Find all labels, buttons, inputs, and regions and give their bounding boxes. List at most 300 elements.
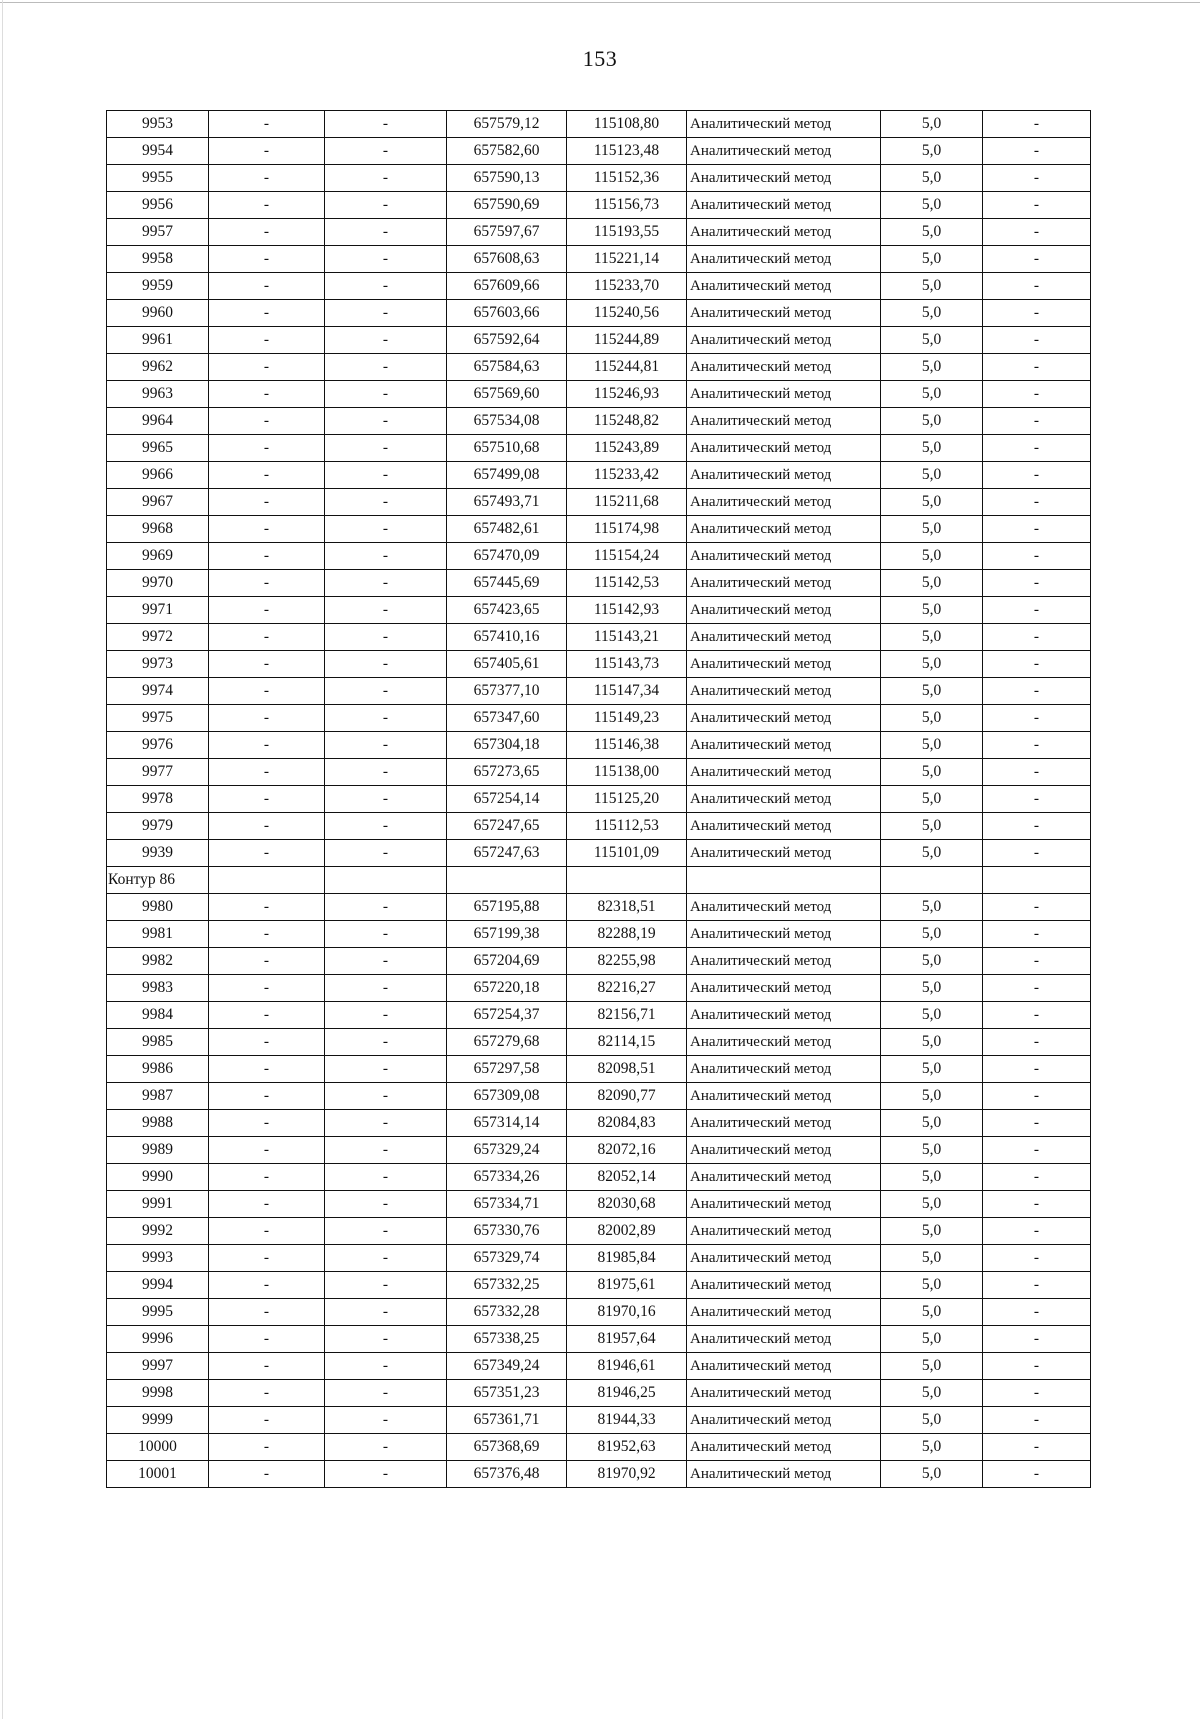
empty-dash-cell: - [325, 1083, 447, 1110]
table-row [107, 489, 1091, 516]
table-row [107, 921, 1091, 948]
point-number-cell: 9994 [107, 1272, 209, 1299]
method-cell: Аналитический метод [687, 732, 881, 759]
x-coordinate-cell: 657609,66 [447, 273, 567, 300]
empty-dash-cell: - [325, 1218, 447, 1245]
table-row [107, 1002, 1091, 1029]
empty-dash-cell: - [983, 1056, 1091, 1083]
accuracy-cell: 5,0 [881, 894, 983, 921]
table-row [107, 813, 1091, 840]
point-number-cell: 9981 [107, 921, 209, 948]
accuracy-cell: 5,0 [881, 732, 983, 759]
point-number-cell: 9965 [107, 435, 209, 462]
empty-dash-cell: - [209, 921, 325, 948]
empty-dash-cell: - [325, 705, 447, 732]
x-coordinate-cell: 657423,65 [447, 597, 567, 624]
point-number-cell: 9953 [107, 111, 209, 138]
empty-dash-cell: - [209, 1326, 325, 1353]
x-coordinate-cell: 657579,12 [447, 111, 567, 138]
empty-dash-cell: - [325, 678, 447, 705]
empty-dash-cell: - [209, 111, 325, 138]
empty-dash-cell: - [983, 354, 1091, 381]
empty-dash-cell: - [983, 975, 1091, 1002]
table-row [107, 1407, 1091, 1434]
x-coordinate-cell: 657329,74 [447, 1245, 567, 1272]
x-coordinate-cell: 657297,58 [447, 1056, 567, 1083]
empty-dash-cell: - [325, 894, 447, 921]
empty-dash-cell: - [983, 813, 1091, 840]
x-coordinate-cell: 657569,60 [447, 381, 567, 408]
empty-dash-cell: - [325, 138, 447, 165]
empty-dash-cell: - [983, 1137, 1091, 1164]
table-row [107, 705, 1091, 732]
empty-dash-cell: - [983, 111, 1091, 138]
table-row [107, 624, 1091, 651]
table-row [107, 246, 1091, 273]
empty-dash-cell: - [325, 597, 447, 624]
method-cell: Аналитический метод [687, 381, 881, 408]
accuracy-cell: 5,0 [881, 1434, 983, 1461]
accuracy-cell: 5,0 [881, 381, 983, 408]
table-row [107, 327, 1091, 354]
empty-dash-cell: - [983, 489, 1091, 516]
accuracy-cell: 5,0 [881, 1407, 983, 1434]
x-coordinate-cell: 657482,61 [447, 516, 567, 543]
table-row [107, 786, 1091, 813]
method-cell: Аналитический метод [687, 1002, 881, 1029]
accuracy-cell: 5,0 [881, 1110, 983, 1137]
y-coordinate-cell: 81957,64 [567, 1326, 687, 1353]
empty-dash-cell: - [325, 300, 447, 327]
x-coordinate-cell: 657603,66 [447, 300, 567, 327]
point-number-cell: 9991 [107, 1191, 209, 1218]
empty-dash-cell: - [325, 1353, 447, 1380]
table-row [107, 462, 1091, 489]
y-coordinate-cell: 115108,80 [567, 111, 687, 138]
y-coordinate-cell: 115211,68 [567, 489, 687, 516]
empty-dash-cell: - [325, 219, 447, 246]
point-number-cell: 9966 [107, 462, 209, 489]
table-row [107, 1434, 1091, 1461]
y-coordinate-cell: 115233,42 [567, 462, 687, 489]
empty-dash-cell: - [209, 1083, 325, 1110]
empty-dash-cell: - [983, 1407, 1091, 1434]
accuracy-cell: 5,0 [881, 570, 983, 597]
point-number-cell: 9961 [107, 327, 209, 354]
y-coordinate-cell: 82255,98 [567, 948, 687, 975]
accuracy-cell: 5,0 [881, 1380, 983, 1407]
empty-dash-cell: - [209, 489, 325, 516]
empty-dash-cell: - [209, 894, 325, 921]
empty-dash-cell: - [983, 624, 1091, 651]
point-number-cell: 9974 [107, 678, 209, 705]
empty-cell [881, 867, 983, 894]
y-coordinate-cell: 115143,21 [567, 624, 687, 651]
empty-dash-cell: - [983, 1083, 1091, 1110]
x-coordinate-cell: 657247,63 [447, 840, 567, 867]
method-cell: Аналитический метод [687, 273, 881, 300]
empty-dash-cell: - [983, 759, 1091, 786]
x-coordinate-cell: 657470,09 [447, 543, 567, 570]
accuracy-cell: 5,0 [881, 408, 983, 435]
y-coordinate-cell: 115156,73 [567, 192, 687, 219]
empty-dash-cell: - [325, 948, 447, 975]
x-coordinate-cell: 657330,76 [447, 1218, 567, 1245]
empty-dash-cell: - [983, 1191, 1091, 1218]
table-row [107, 1029, 1091, 1056]
method-cell: Аналитический метод [687, 327, 881, 354]
point-number-cell: 9957 [107, 219, 209, 246]
empty-dash-cell: - [209, 192, 325, 219]
empty-dash-cell: - [209, 1299, 325, 1326]
empty-dash-cell: - [983, 165, 1091, 192]
contour-label: Контур 86 [107, 867, 209, 894]
point-number-cell: 9939 [107, 840, 209, 867]
empty-cell [567, 867, 687, 894]
x-coordinate-cell: 657608,63 [447, 246, 567, 273]
x-coordinate-cell: 657377,10 [447, 678, 567, 705]
y-coordinate-cell: 115143,73 [567, 651, 687, 678]
table-row [107, 975, 1091, 1002]
accuracy-cell: 5,0 [881, 300, 983, 327]
x-coordinate-cell: 657247,65 [447, 813, 567, 840]
point-number-cell: 9992 [107, 1218, 209, 1245]
point-number-cell: 9979 [107, 813, 209, 840]
accuracy-cell: 5,0 [881, 1137, 983, 1164]
empty-dash-cell: - [209, 840, 325, 867]
empty-dash-cell: - [209, 732, 325, 759]
accuracy-cell: 5,0 [881, 1083, 983, 1110]
y-coordinate-cell: 81944,33 [567, 1407, 687, 1434]
empty-dash-cell: - [325, 1245, 447, 1272]
table-row [107, 219, 1091, 246]
empty-dash-cell: - [209, 651, 325, 678]
method-cell: Аналитический метод [687, 408, 881, 435]
empty-dash-cell: - [983, 1326, 1091, 1353]
table-row [107, 381, 1091, 408]
method-cell: Аналитический метод [687, 705, 881, 732]
empty-dash-cell: - [983, 1380, 1091, 1407]
method-cell: Аналитический метод [687, 435, 881, 462]
empty-dash-cell: - [209, 1380, 325, 1407]
empty-dash-cell: - [209, 327, 325, 354]
accuracy-cell: 5,0 [881, 975, 983, 1002]
method-cell: Аналитический метод [687, 300, 881, 327]
empty-dash-cell: - [325, 489, 447, 516]
empty-dash-cell: - [209, 543, 325, 570]
table-row [107, 1245, 1091, 1272]
empty-dash-cell: - [983, 435, 1091, 462]
method-cell: Аналитический метод [687, 597, 881, 624]
empty-dash-cell: - [209, 624, 325, 651]
empty-dash-cell: - [983, 327, 1091, 354]
table-row [107, 1326, 1091, 1353]
point-number-cell: 9985 [107, 1029, 209, 1056]
x-coordinate-cell: 657220,18 [447, 975, 567, 1002]
table-row [107, 354, 1091, 381]
y-coordinate-cell: 115142,53 [567, 570, 687, 597]
empty-dash-cell: - [209, 786, 325, 813]
empty-dash-cell: - [983, 732, 1091, 759]
page-number: 153 [582, 46, 618, 71]
accuracy-cell: 5,0 [881, 273, 983, 300]
point-number-cell: 9969 [107, 543, 209, 570]
empty-dash-cell: - [209, 408, 325, 435]
empty-dash-cell: - [983, 1029, 1091, 1056]
table-row [107, 1191, 1091, 1218]
empty-dash-cell: - [983, 705, 1091, 732]
method-cell: Аналитический метод [687, 1380, 881, 1407]
method-cell: Аналитический метод [687, 1461, 881, 1488]
method-cell: Аналитический метод [687, 1191, 881, 1218]
y-coordinate-cell: 82318,51 [567, 894, 687, 921]
empty-dash-cell: - [983, 1353, 1091, 1380]
x-coordinate-cell: 657368,69 [447, 1434, 567, 1461]
empty-dash-cell: - [983, 597, 1091, 624]
method-cell: Аналитический метод [687, 462, 881, 489]
y-coordinate-cell: 81970,16 [567, 1299, 687, 1326]
accuracy-cell: 5,0 [881, 462, 983, 489]
accuracy-cell: 5,0 [881, 705, 983, 732]
table-row [107, 1272, 1091, 1299]
method-cell: Аналитический метод [687, 1029, 881, 1056]
empty-dash-cell: - [209, 1272, 325, 1299]
accuracy-cell: 5,0 [881, 1056, 983, 1083]
empty-dash-cell: - [325, 192, 447, 219]
method-cell: Аналитический метод [687, 111, 881, 138]
empty-dash-cell: - [325, 786, 447, 813]
empty-dash-cell: - [325, 813, 447, 840]
method-cell: Аналитический метод [687, 948, 881, 975]
y-coordinate-cell: 81985,84 [567, 1245, 687, 1272]
y-coordinate-cell: 82052,14 [567, 1164, 687, 1191]
method-cell: Аналитический метод [687, 138, 881, 165]
accuracy-cell: 5,0 [881, 1002, 983, 1029]
point-number-cell: 9960 [107, 300, 209, 327]
method-cell: Аналитический метод [687, 1218, 881, 1245]
empty-cell [325, 867, 447, 894]
x-coordinate-cell: 657199,38 [447, 921, 567, 948]
table-row [107, 1353, 1091, 1380]
empty-dash-cell: - [983, 678, 1091, 705]
point-number-cell: 9996 [107, 1326, 209, 1353]
x-coordinate-cell: 657334,26 [447, 1164, 567, 1191]
x-coordinate-cell: 657499,08 [447, 462, 567, 489]
empty-dash-cell: - [983, 1218, 1091, 1245]
empty-dash-cell: - [325, 354, 447, 381]
point-number-cell: 9980 [107, 894, 209, 921]
empty-cell [209, 867, 325, 894]
empty-dash-cell: - [983, 840, 1091, 867]
y-coordinate-cell: 115123,48 [567, 138, 687, 165]
empty-dash-cell: - [325, 246, 447, 273]
point-number-cell: 9967 [107, 489, 209, 516]
table-row [107, 273, 1091, 300]
method-cell: Аналитический метод [687, 813, 881, 840]
x-coordinate-cell: 657254,14 [447, 786, 567, 813]
empty-dash-cell: - [209, 1461, 325, 1488]
empty-dash-cell: - [983, 1110, 1091, 1137]
table-row [107, 1461, 1091, 1488]
y-coordinate-cell: 115152,36 [567, 165, 687, 192]
table-row [107, 597, 1091, 624]
y-coordinate-cell: 115147,34 [567, 678, 687, 705]
empty-dash-cell: - [325, 624, 447, 651]
x-coordinate-cell: 657195,88 [447, 894, 567, 921]
empty-dash-cell: - [325, 570, 447, 597]
point-number-cell: 9976 [107, 732, 209, 759]
method-cell: Аналитический метод [687, 1299, 881, 1326]
point-number-cell: 9955 [107, 165, 209, 192]
empty-dash-cell: - [983, 381, 1091, 408]
table-row [107, 1218, 1091, 1245]
accuracy-cell: 5,0 [881, 192, 983, 219]
empty-dash-cell: - [983, 1272, 1091, 1299]
point-number-cell: 9964 [107, 408, 209, 435]
point-number-cell: 10000 [107, 1434, 209, 1461]
empty-dash-cell: - [209, 570, 325, 597]
accuracy-cell: 5,0 [881, 1272, 983, 1299]
method-cell: Аналитический метод [687, 678, 881, 705]
point-number-cell: 9982 [107, 948, 209, 975]
empty-dash-cell: - [209, 1137, 325, 1164]
empty-dash-cell: - [325, 1326, 447, 1353]
table-row [107, 1380, 1091, 1407]
method-cell: Аналитический метод [687, 1434, 881, 1461]
y-coordinate-cell: 81975,61 [567, 1272, 687, 1299]
accuracy-cell: 5,0 [881, 813, 983, 840]
table-row [107, 1164, 1091, 1191]
scan-top-edge [0, 2, 1200, 3]
table-row [107, 192, 1091, 219]
y-coordinate-cell: 82288,19 [567, 921, 687, 948]
y-coordinate-cell: 82114,15 [567, 1029, 687, 1056]
table-row [107, 651, 1091, 678]
empty-dash-cell: - [209, 1164, 325, 1191]
empty-dash-cell: - [209, 1002, 325, 1029]
empty-dash-cell: - [325, 975, 447, 1002]
empty-dash-cell: - [209, 246, 325, 273]
point-number-cell: 9977 [107, 759, 209, 786]
point-number-cell: 9999 [107, 1407, 209, 1434]
y-coordinate-cell: 115112,53 [567, 813, 687, 840]
accuracy-cell: 5,0 [881, 1461, 983, 1488]
y-coordinate-cell: 115142,93 [567, 597, 687, 624]
method-cell: Аналитический метод [687, 489, 881, 516]
empty-dash-cell: - [209, 300, 325, 327]
x-coordinate-cell: 657405,61 [447, 651, 567, 678]
accuracy-cell: 5,0 [881, 354, 983, 381]
y-coordinate-cell: 115125,20 [567, 786, 687, 813]
accuracy-cell: 5,0 [881, 1326, 983, 1353]
method-cell: Аналитический метод [687, 1353, 881, 1380]
empty-dash-cell: - [983, 273, 1091, 300]
table-row [107, 300, 1091, 327]
y-coordinate-cell: 82098,51 [567, 1056, 687, 1083]
empty-dash-cell: - [983, 192, 1091, 219]
method-cell: Аналитический метод [687, 1326, 881, 1353]
x-coordinate-cell: 657304,18 [447, 732, 567, 759]
empty-dash-cell: - [209, 813, 325, 840]
empty-dash-cell: - [209, 1191, 325, 1218]
empty-dash-cell: - [209, 1353, 325, 1380]
empty-dash-cell: - [325, 1164, 447, 1191]
table-row [107, 111, 1091, 138]
empty-dash-cell: - [325, 1272, 447, 1299]
x-coordinate-cell: 657582,60 [447, 138, 567, 165]
empty-dash-cell: - [325, 543, 447, 570]
empty-cell [687, 867, 881, 894]
table-row [107, 165, 1091, 192]
empty-dash-cell: - [209, 462, 325, 489]
y-coordinate-cell: 115221,14 [567, 246, 687, 273]
empty-dash-cell: - [983, 651, 1091, 678]
y-coordinate-cell: 115246,93 [567, 381, 687, 408]
empty-dash-cell: - [325, 1002, 447, 1029]
coordinates-table [106, 110, 1091, 1488]
x-coordinate-cell: 657410,16 [447, 624, 567, 651]
x-coordinate-cell: 657329,24 [447, 1137, 567, 1164]
empty-dash-cell: - [983, 570, 1091, 597]
x-coordinate-cell: 657332,28 [447, 1299, 567, 1326]
x-coordinate-cell: 657361,71 [447, 1407, 567, 1434]
y-coordinate-cell: 81952,63 [567, 1434, 687, 1461]
point-number-cell: 9997 [107, 1353, 209, 1380]
y-coordinate-cell: 115193,55 [567, 219, 687, 246]
y-coordinate-cell: 81946,61 [567, 1353, 687, 1380]
point-number-cell: 9972 [107, 624, 209, 651]
empty-dash-cell: - [325, 1407, 447, 1434]
empty-dash-cell: - [325, 111, 447, 138]
accuracy-cell: 5,0 [881, 921, 983, 948]
table-row [107, 1083, 1091, 1110]
table-row [107, 138, 1091, 165]
empty-dash-cell: - [983, 921, 1091, 948]
table-row [107, 543, 1091, 570]
empty-dash-cell: - [983, 246, 1091, 273]
table-body [107, 111, 1091, 1488]
empty-dash-cell: - [209, 1407, 325, 1434]
empty-dash-cell: - [983, 1434, 1091, 1461]
accuracy-cell: 5,0 [881, 489, 983, 516]
scan-left-edge [2, 0, 3, 1719]
accuracy-cell: 5,0 [881, 543, 983, 570]
accuracy-cell: 5,0 [881, 327, 983, 354]
y-coordinate-cell: 115174,98 [567, 516, 687, 543]
empty-dash-cell: - [209, 381, 325, 408]
empty-dash-cell: - [209, 1110, 325, 1137]
empty-dash-cell: - [983, 462, 1091, 489]
method-cell: Аналитический метод [687, 921, 881, 948]
empty-dash-cell: - [325, 1299, 447, 1326]
method-cell: Аналитический метод [687, 354, 881, 381]
accuracy-cell: 5,0 [881, 624, 983, 651]
y-coordinate-cell: 82084,83 [567, 1110, 687, 1137]
empty-dash-cell: - [209, 219, 325, 246]
x-coordinate-cell: 657592,64 [447, 327, 567, 354]
table-row [107, 948, 1091, 975]
method-cell: Аналитический метод [687, 1056, 881, 1083]
empty-dash-cell: - [983, 1461, 1091, 1488]
method-cell: Аналитический метод [687, 1245, 881, 1272]
empty-dash-cell: - [325, 732, 447, 759]
table-row [107, 1110, 1091, 1137]
x-coordinate-cell: 657590,13 [447, 165, 567, 192]
empty-dash-cell: - [209, 678, 325, 705]
accuracy-cell: 5,0 [881, 1353, 983, 1380]
empty-dash-cell: - [209, 1218, 325, 1245]
accuracy-cell: 5,0 [881, 948, 983, 975]
